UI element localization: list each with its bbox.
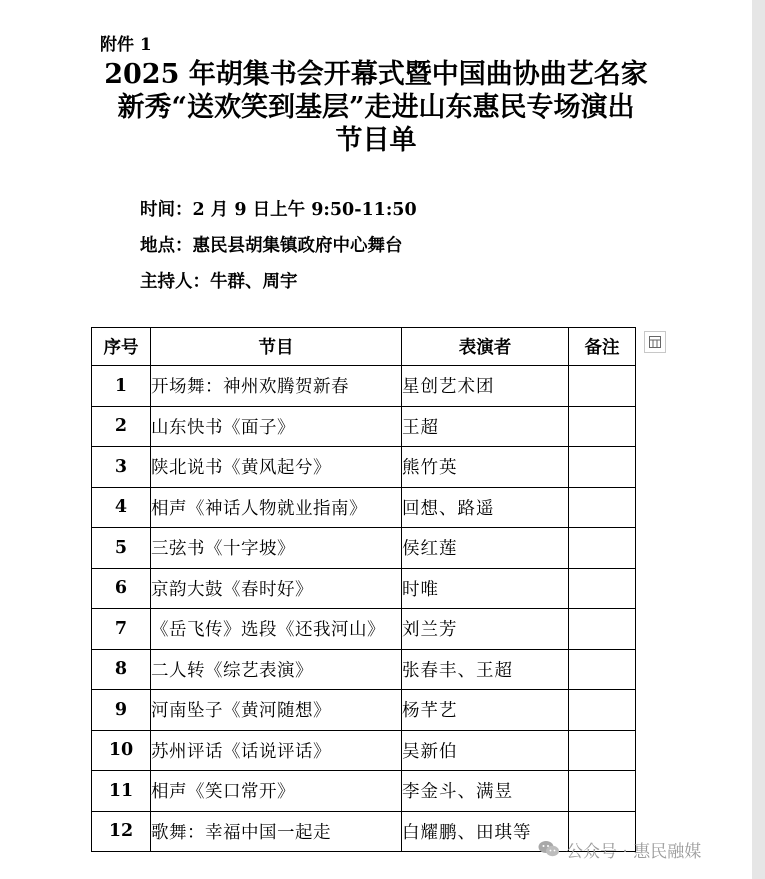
table-row bbox=[92, 609, 636, 650]
table-row bbox=[92, 406, 636, 447]
row-performer: 回想、路遥 bbox=[402, 487, 569, 528]
row-performer: 侯红莲 bbox=[402, 528, 569, 569]
title-line: 2025 年胡集书会开幕式暨中国曲协曲艺名家 bbox=[104, 59, 648, 90]
document-title bbox=[60, 58, 692, 157]
header-note: 备注 bbox=[569, 328, 636, 366]
table-row bbox=[92, 487, 636, 528]
title-line: 节目单 bbox=[335, 125, 417, 156]
row-number: 7 bbox=[92, 609, 151, 650]
row-program: 三弦书《十字坡》 bbox=[151, 528, 402, 569]
row-performer: 吴新伯 bbox=[402, 730, 569, 771]
row-program: 歌舞：幸福中国一起走 bbox=[151, 811, 402, 852]
row-number: 11 bbox=[92, 771, 151, 812]
table-row bbox=[92, 447, 636, 488]
table-row bbox=[92, 366, 636, 407]
table-row bbox=[92, 690, 636, 731]
row-program: 二人转《综艺表演》 bbox=[151, 649, 402, 690]
row-note bbox=[569, 771, 636, 812]
table-row bbox=[92, 649, 636, 690]
row-performer: 刘兰芳 bbox=[402, 609, 569, 650]
table-row bbox=[92, 771, 636, 812]
title-line: 新秀“送欢笑到基层”走进山东惠民专场演出 bbox=[117, 92, 635, 123]
row-number: 5 bbox=[92, 528, 151, 569]
row-note bbox=[569, 487, 636, 528]
attachment-label: 附件 1 bbox=[100, 35, 152, 55]
row-program: 京韵大鼓《春时好》 bbox=[151, 568, 402, 609]
row-number: 8 bbox=[92, 649, 151, 690]
row-number: 1 bbox=[92, 366, 151, 407]
row-program: 相声《神话人物就业指南》 bbox=[151, 487, 402, 528]
row-note bbox=[569, 649, 636, 690]
row-number: 3 bbox=[92, 447, 151, 488]
table-select-icon[interactable] bbox=[644, 331, 666, 353]
scroll-edge bbox=[752, 0, 765, 879]
watermark-text: 公众号 · 惠民融媒 bbox=[566, 841, 702, 862]
row-note bbox=[569, 609, 636, 650]
event-place: 地点：惠民县胡集镇政府中心舞台 bbox=[140, 236, 403, 256]
row-number: 12 bbox=[92, 811, 151, 852]
row-note bbox=[569, 568, 636, 609]
row-note bbox=[569, 406, 636, 447]
header-program: 节目 bbox=[151, 328, 402, 366]
row-performer: 王超 bbox=[402, 406, 569, 447]
row-program: 河南坠子《黄河随想》 bbox=[151, 690, 402, 731]
row-performer: 白耀鹏、田琪等 bbox=[402, 811, 569, 852]
row-performer: 时唯 bbox=[402, 568, 569, 609]
program-table bbox=[91, 327, 636, 852]
table-row bbox=[92, 528, 636, 569]
table-header-row bbox=[92, 328, 636, 366]
row-note bbox=[569, 447, 636, 488]
row-performer: 李金斗、满昱 bbox=[402, 771, 569, 812]
program-table-body bbox=[92, 366, 636, 852]
row-note bbox=[569, 690, 636, 731]
row-program: 山东快书《面子》 bbox=[151, 406, 402, 447]
row-program: 苏州评话《话说评话》 bbox=[151, 730, 402, 771]
table-row bbox=[92, 730, 636, 771]
header-performer: 表演者 bbox=[402, 328, 569, 366]
header-number: 序号 bbox=[92, 328, 151, 366]
row-program: 相声《笑口常开》 bbox=[151, 771, 402, 812]
row-performer: 熊竹英 bbox=[402, 447, 569, 488]
event-time: 时间：2 月 9 日上午 9:50-11:50 bbox=[140, 200, 417, 220]
row-number: 6 bbox=[92, 568, 151, 609]
row-note bbox=[569, 528, 636, 569]
watermark bbox=[538, 836, 701, 862]
row-program: 开场舞：神州欢腾贺新春 bbox=[151, 366, 402, 407]
row-number: 2 bbox=[92, 406, 151, 447]
row-performer: 星创艺术团 bbox=[402, 366, 569, 407]
row-note bbox=[569, 366, 636, 407]
table-row bbox=[92, 568, 636, 609]
wechat-icon bbox=[538, 840, 560, 858]
row-performer: 张春丰、王超 bbox=[402, 649, 569, 690]
row-number: 4 bbox=[92, 487, 151, 528]
row-program: 《岳飞传》选段《还我河山》 bbox=[151, 609, 402, 650]
row-performer: 杨芊艺 bbox=[402, 690, 569, 731]
row-number: 10 bbox=[92, 730, 151, 771]
row-program: 陕北说书《黄风起兮》 bbox=[151, 447, 402, 488]
row-number: 9 bbox=[92, 690, 151, 731]
event-host: 主持人：牛群、周宇 bbox=[140, 272, 298, 292]
row-note bbox=[569, 730, 636, 771]
